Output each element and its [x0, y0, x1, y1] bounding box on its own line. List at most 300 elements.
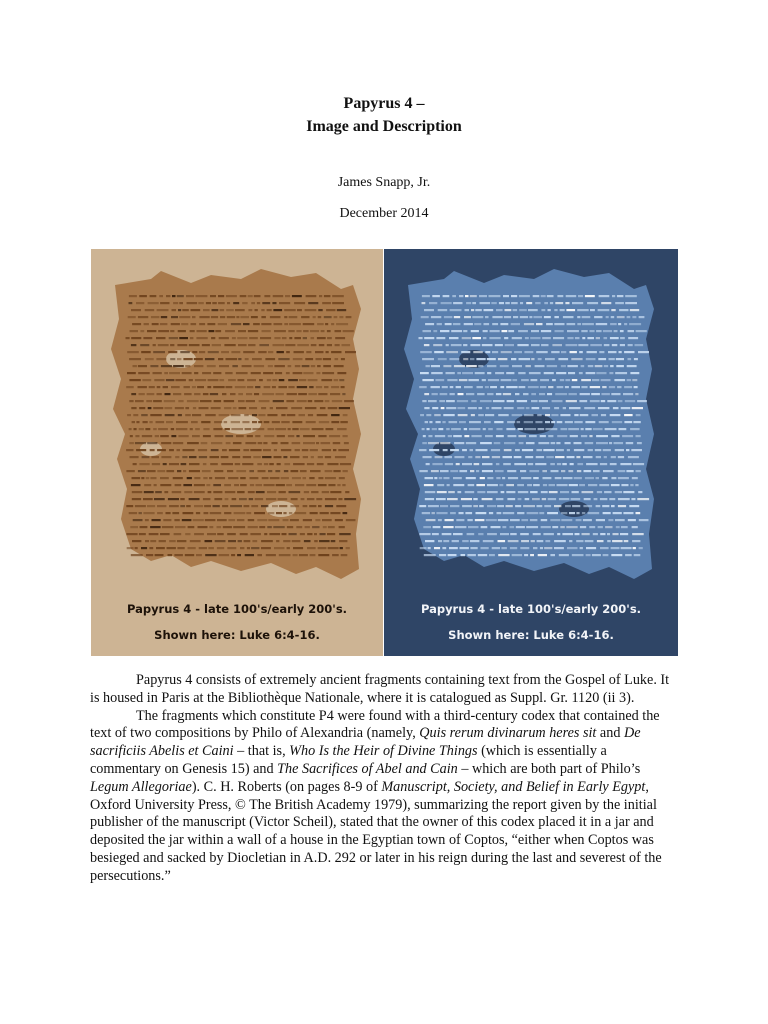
script-stroke: [187, 477, 192, 479]
script-stroke: [423, 456, 432, 458]
script-stroke: [166, 470, 174, 472]
script-stroke: [258, 442, 263, 444]
script-stroke: [316, 498, 322, 500]
script-stroke: [227, 316, 235, 318]
script-stroke: [544, 547, 552, 549]
script-stroke: [508, 540, 519, 542]
script-stroke: [426, 365, 430, 367]
script-stroke: [491, 302, 497, 304]
script-stroke: [561, 512, 567, 514]
script-stroke: [281, 449, 291, 451]
script-stroke: [609, 498, 615, 500]
script-stroke: [550, 463, 555, 465]
script-stroke: [468, 484, 475, 486]
script-stroke: [635, 484, 638, 486]
script-stroke: [205, 519, 216, 521]
script-stroke: [140, 330, 144, 332]
script-stroke: [610, 337, 619, 339]
script-stroke: [166, 512, 171, 514]
script-stroke: [535, 421, 542, 423]
script-stroke: [533, 484, 540, 486]
script-stroke: [614, 442, 624, 444]
script-stroke: [276, 484, 285, 486]
script-stroke: [588, 365, 594, 367]
script-stroke: [602, 477, 607, 479]
script-stroke: [207, 365, 216, 367]
script-stroke: [160, 323, 168, 325]
script-stroke: [419, 386, 427, 388]
script-stroke: [182, 309, 189, 311]
script-stroke: [299, 379, 306, 381]
script-stroke: [432, 407, 438, 409]
script-stroke: [236, 470, 246, 472]
script-stroke: [563, 316, 574, 318]
script-stroke: [272, 505, 278, 507]
script-stroke: [604, 456, 607, 458]
script-stroke: [435, 456, 443, 458]
script-stroke: [610, 323, 617, 325]
script-stroke: [134, 428, 137, 430]
script-stroke: [506, 372, 514, 374]
script-stroke: [582, 512, 585, 514]
script-stroke: [523, 505, 535, 507]
script-stroke: [551, 414, 558, 416]
script-stroke: [565, 505, 571, 507]
script-stroke: [242, 463, 253, 465]
script-stroke: [459, 379, 468, 381]
script-stroke: [531, 330, 539, 332]
script-stroke: [451, 344, 462, 346]
script-stroke: [624, 540, 629, 542]
script-stroke: [612, 344, 618, 346]
script-stroke: [589, 526, 595, 528]
script-stroke: [264, 386, 271, 388]
script-stroke: [277, 351, 284, 353]
script-stroke: [450, 505, 459, 507]
script-stroke: [592, 554, 601, 556]
script-stroke: [343, 414, 348, 416]
script-stroke: [219, 365, 229, 367]
script-stroke: [535, 463, 546, 465]
script-stroke: [195, 428, 200, 430]
script-stroke: [546, 456, 554, 458]
script-stroke: [287, 547, 290, 549]
script-stroke: [161, 316, 167, 318]
script-stroke: [464, 316, 471, 318]
script-stroke: [129, 302, 133, 304]
script-stroke: [613, 533, 619, 535]
script-stroke: [492, 547, 500, 549]
script-stroke: [565, 302, 569, 304]
script-stroke: [585, 442, 594, 444]
script-stroke: [485, 316, 489, 318]
script-stroke: [212, 309, 219, 311]
script-stroke: [265, 358, 275, 360]
script-stroke: [557, 435, 567, 437]
script-stroke: [320, 512, 329, 514]
script-stroke: [596, 456, 601, 458]
script-stroke: [543, 533, 554, 535]
script-stroke: [466, 302, 471, 304]
script-stroke: [335, 358, 339, 360]
script-stroke: [208, 379, 219, 381]
script-stroke: [299, 554, 308, 556]
script-stroke: [213, 491, 222, 493]
script-stroke: [286, 400, 294, 402]
script-stroke: [524, 554, 528, 556]
script-stroke: [428, 505, 439, 507]
script-stroke: [297, 386, 307, 388]
script-stroke: [511, 295, 517, 297]
script-stroke: [482, 456, 490, 458]
script-stroke: [215, 540, 226, 542]
script-stroke: [602, 386, 606, 388]
script-stroke: [165, 414, 175, 416]
script-stroke: [501, 351, 512, 353]
script-stroke: [634, 386, 638, 388]
script-stroke: [571, 386, 580, 388]
script-stroke: [157, 309, 169, 311]
script-stroke: [135, 400, 144, 402]
script-stroke: [205, 540, 213, 542]
script-stroke: [438, 358, 447, 360]
script-stroke: [587, 337, 594, 339]
script-stroke: [462, 463, 472, 465]
script-stroke: [189, 498, 200, 500]
script-stroke: [171, 435, 176, 437]
script-stroke: [291, 407, 302, 409]
script-stroke: [291, 498, 298, 500]
script-stroke: [455, 526, 467, 528]
script-stroke: [197, 330, 207, 332]
script-stroke: [283, 519, 289, 521]
script-stroke: [496, 498, 504, 500]
script-stroke: [339, 477, 345, 479]
script-stroke: [330, 491, 341, 493]
script-stroke: [136, 421, 139, 423]
script-stroke: [466, 393, 474, 395]
script-stroke: [238, 540, 242, 542]
script-stroke: [326, 309, 335, 311]
script-stroke: [585, 540, 594, 542]
script-stroke: [310, 330, 319, 332]
script-stroke: [223, 526, 232, 528]
script-stroke: [482, 470, 493, 472]
script-stroke: [248, 330, 258, 332]
script-stroke: [464, 323, 473, 325]
script-stroke: [558, 358, 568, 360]
script-stroke: [306, 351, 311, 353]
script-stroke: [476, 512, 487, 514]
script-stroke: [614, 379, 625, 381]
script-stroke: [596, 519, 605, 521]
script-stroke: [529, 435, 537, 437]
script-stroke: [232, 456, 240, 458]
script-stroke: [627, 316, 631, 318]
script-stroke: [524, 323, 534, 325]
script-stroke: [228, 519, 235, 521]
script-stroke: [300, 533, 305, 535]
script-stroke: [498, 414, 509, 416]
script-stroke: [303, 372, 313, 374]
script-stroke: [577, 316, 580, 318]
script-stroke: [205, 414, 216, 416]
script-stroke: [567, 323, 576, 325]
script-stroke: [437, 323, 442, 325]
script-stroke: [335, 337, 345, 339]
script-stroke: [517, 484, 524, 486]
script-stroke: [446, 400, 455, 402]
script-stroke: [621, 526, 628, 528]
script-stroke: [318, 547, 327, 549]
script-stroke: [471, 414, 475, 416]
script-stroke: [323, 358, 331, 360]
script-stroke: [169, 449, 174, 451]
script-stroke: [335, 344, 340, 346]
script-stroke: [276, 393, 284, 395]
script-stroke: [188, 547, 196, 549]
script-stroke: [517, 421, 521, 423]
script-stroke: [310, 470, 321, 472]
script-stroke: [578, 295, 583, 297]
script-stroke: [311, 456, 314, 458]
script-stroke: [441, 302, 452, 304]
document-title-line1: Papyrus 4 –: [343, 95, 425, 112]
script-stroke: [173, 477, 183, 479]
script-stroke: [453, 477, 462, 479]
script-stroke: [318, 435, 326, 437]
script-stroke: [150, 295, 157, 297]
script-stroke: [155, 491, 162, 493]
script-stroke: [129, 379, 140, 381]
script-stroke: [143, 498, 153, 500]
script-stroke: [527, 484, 532, 486]
script-stroke: [231, 351, 240, 353]
script-stroke: [150, 449, 155, 451]
script-stroke: [295, 512, 307, 514]
script-stroke: [487, 484, 498, 486]
script-stroke: [190, 540, 201, 542]
script-stroke: [520, 470, 526, 472]
script-stroke: [246, 400, 255, 402]
script-stroke: [489, 337, 500, 339]
script-stroke: [623, 393, 633, 395]
script-stroke: [465, 491, 475, 493]
script-stroke: [143, 512, 154, 514]
script-stroke: [250, 477, 259, 479]
script-stroke: [283, 456, 287, 458]
script-stroke: [576, 540, 583, 542]
script-stroke: [218, 295, 224, 297]
script-stroke: [567, 456, 575, 458]
script-stroke: [611, 547, 620, 549]
script-stroke: [469, 421, 481, 423]
script-stroke: [462, 337, 471, 339]
script-stroke: [228, 540, 236, 542]
script-stroke: [323, 365, 331, 367]
script-stroke: [480, 477, 485, 479]
script-stroke: [522, 449, 533, 451]
script-stroke: [255, 435, 260, 437]
script-stroke: [231, 428, 243, 430]
script-stroke: [512, 365, 522, 367]
script-stroke: [556, 442, 560, 444]
script-stroke: [542, 407, 550, 409]
script-stroke: [453, 323, 461, 325]
script-stroke: [247, 547, 250, 549]
script-stroke: [154, 379, 164, 381]
script-stroke: [202, 344, 210, 346]
script-stroke: [157, 512, 163, 514]
script-stroke: [157, 449, 166, 451]
script-stroke: [470, 547, 477, 549]
script-stroke: [538, 554, 547, 556]
script-stroke: [567, 547, 578, 549]
script-stroke: [571, 358, 582, 360]
script-stroke: [209, 526, 213, 528]
script-stroke: [485, 386, 489, 388]
script-stroke: [160, 302, 169, 304]
script-stroke: [281, 442, 289, 444]
script-stroke: [476, 449, 488, 451]
script-stroke: [335, 519, 343, 521]
script-stroke: [274, 330, 286, 332]
script-stroke: [206, 484, 210, 486]
script-stroke: [554, 407, 559, 409]
script-stroke: [318, 316, 322, 318]
script-stroke: [325, 323, 328, 325]
script-stroke: [156, 358, 166, 360]
script-stroke: [293, 554, 298, 556]
script-stroke: [288, 428, 291, 430]
script-stroke: [496, 428, 502, 430]
script-stroke: [499, 484, 503, 486]
script-stroke: [335, 456, 346, 458]
script-stroke: [611, 435, 619, 437]
script-stroke: [174, 554, 183, 556]
script-stroke: [501, 491, 505, 493]
script-stroke: [517, 512, 524, 514]
script-stroke: [468, 456, 472, 458]
script-stroke: [610, 365, 614, 367]
script-stroke: [237, 491, 245, 493]
script-stroke: [306, 421, 316, 423]
script-stroke: [314, 533, 317, 535]
script-stroke: [158, 330, 169, 332]
script-stroke: [492, 323, 498, 325]
script-stroke: [461, 351, 470, 353]
script-stroke: [270, 477, 280, 479]
script-stroke: [464, 386, 473, 388]
script-stroke: [242, 421, 249, 423]
script-stroke: [268, 519, 279, 521]
script-stroke: [428, 435, 432, 437]
script-stroke: [576, 512, 579, 514]
script-stroke: [428, 400, 437, 402]
script-stroke: [448, 435, 452, 437]
script-stroke: [530, 519, 538, 521]
script-stroke: [531, 400, 538, 402]
script-stroke: [252, 428, 264, 430]
script-stroke: [188, 526, 195, 528]
script-stroke: [547, 393, 552, 395]
script-stroke: [612, 295, 615, 297]
script-stroke: [184, 393, 192, 395]
script-stroke: [132, 498, 141, 500]
script-stroke: [456, 463, 460, 465]
script-stroke: [244, 540, 251, 542]
script-stroke: [621, 484, 628, 486]
script-stroke: [490, 330, 500, 332]
script-stroke: [599, 351, 604, 353]
script-stroke: [565, 386, 569, 388]
script-stroke: [213, 428, 222, 430]
script-stroke: [543, 449, 554, 451]
script-stroke: [530, 491, 538, 493]
script-stroke: [520, 302, 523, 304]
script-stroke: [529, 316, 532, 318]
script-stroke: [531, 358, 534, 360]
script-stroke: [575, 533, 580, 535]
script-stroke: [419, 505, 426, 507]
script-stroke: [145, 358, 154, 360]
script-stroke: [439, 477, 443, 479]
script-stroke: [276, 512, 282, 514]
script-stroke: [224, 344, 235, 346]
script-stroke: [420, 547, 427, 549]
script-stroke: [332, 554, 339, 556]
script-stroke: [562, 533, 573, 535]
script-stroke: [548, 309, 551, 311]
script-stroke: [172, 309, 177, 311]
script-stroke: [133, 365, 137, 367]
script-stroke: [618, 498, 630, 500]
script-stroke: [624, 351, 634, 353]
script-stroke: [126, 337, 130, 339]
script-stroke: [492, 351, 498, 353]
script-stroke: [225, 428, 230, 430]
script-stroke: [138, 316, 148, 318]
script-stroke: [316, 358, 322, 360]
script-stroke: [261, 316, 266, 318]
script-stroke: [511, 323, 520, 325]
script-stroke: [189, 456, 197, 458]
script-stroke: [424, 484, 434, 486]
script-stroke: [215, 330, 221, 332]
script-stroke: [477, 393, 485, 395]
script-stroke: [193, 407, 196, 409]
script-stroke: [138, 372, 150, 374]
script-stroke: [234, 512, 246, 514]
script-stroke: [473, 505, 478, 507]
script-stroke: [554, 547, 564, 549]
script-stroke: [268, 428, 275, 430]
script-stroke: [208, 351, 219, 353]
script-stroke: [248, 344, 255, 346]
script-stroke: [292, 295, 302, 297]
script-stroke: [143, 337, 152, 339]
script-stroke: [277, 435, 285, 437]
script-stroke: [434, 414, 441, 416]
script-stroke: [613, 407, 619, 409]
script-stroke: [629, 505, 639, 507]
script-stroke: [585, 421, 595, 423]
script-stroke: [450, 470, 458, 472]
script-stroke: [638, 351, 649, 353]
script-stroke: [533, 295, 540, 297]
script-stroke: [624, 414, 633, 416]
script-stroke: [302, 365, 310, 367]
